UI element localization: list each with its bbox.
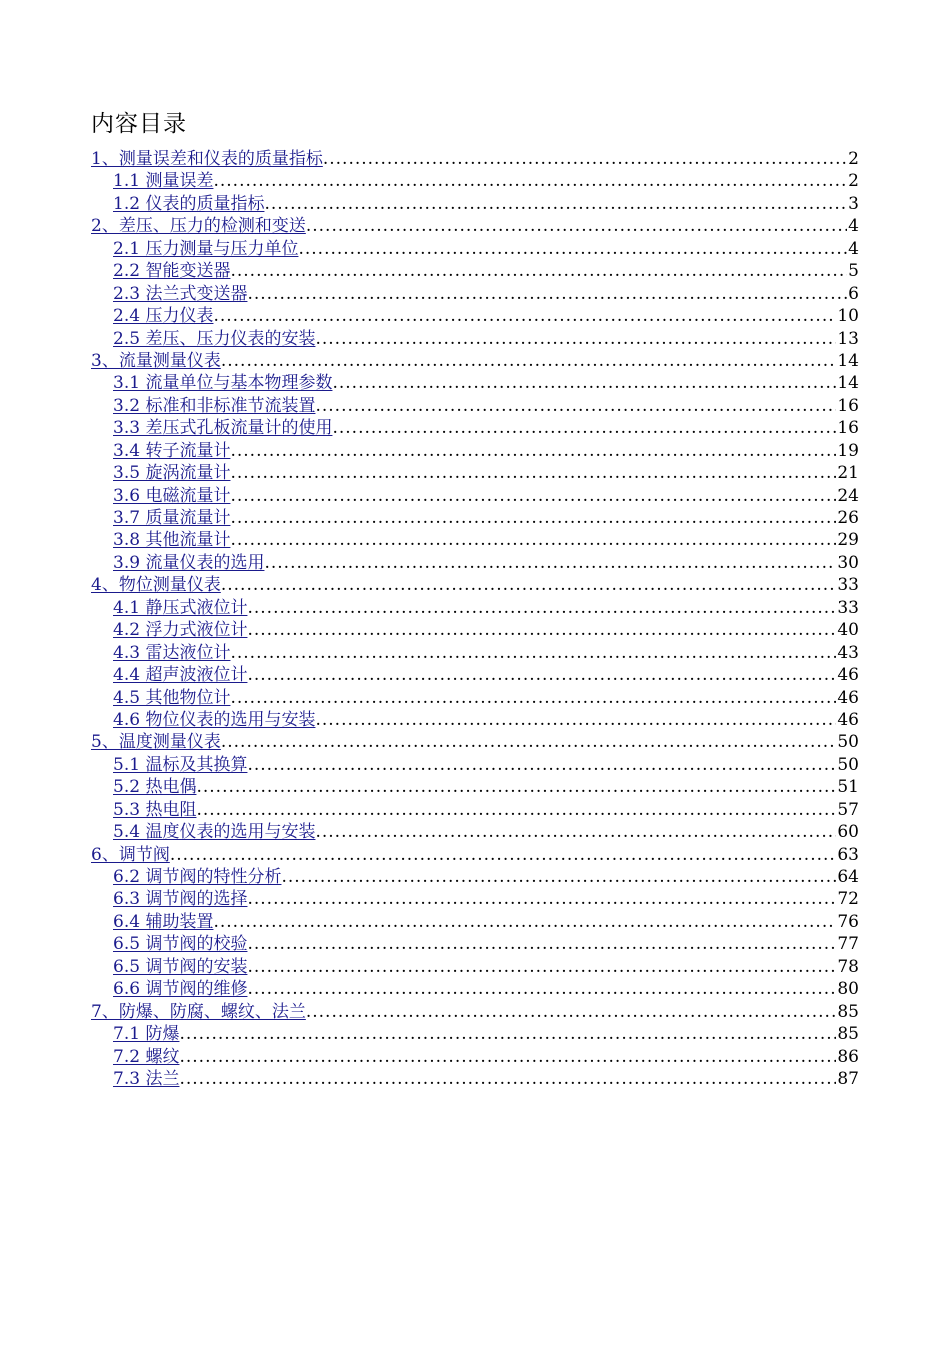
toc-page-number: 40 (837, 620, 859, 641)
toc-entry-link[interactable]: 5、温度测量仪表 (91, 732, 221, 753)
toc-dot-leader (230, 642, 836, 664)
toc-entry (91, 754, 859, 776)
toc-page-number: 29 (837, 530, 859, 551)
toc-entry (91, 799, 859, 821)
toc-page-number: 13 (837, 328, 859, 349)
toc-entry-link[interactable]: 6.3 调节阀的选择 (113, 889, 248, 910)
toc-dot-leader (247, 888, 836, 910)
toc-entry-link[interactable]: 3.4 转子流量计 (113, 440, 231, 461)
toc-dot-leader (323, 148, 847, 170)
toc-entry-link[interactable]: 5.4 温度仪表的选用与安装 (113, 822, 316, 843)
toc-entry-link[interactable]: 3.2 标准和非标准节流装置 (113, 395, 316, 416)
toc-page-number: 78 (837, 956, 859, 977)
toc-entry-link[interactable]: 6.5 调节阀的校验 (113, 934, 248, 955)
toc-entry-link[interactable]: 3.1 流量单位与基本物理参数 (113, 373, 333, 394)
toc-entry-link[interactable]: 6.6 调节阀的维修 (113, 979, 248, 1000)
toc-entry-link[interactable]: 3.7 质量流量计 (113, 508, 231, 528)
toc-entry-link[interactable]: 1.2 仪表的质量指标 (113, 193, 265, 214)
toc-entry-link[interactable]: 7.2 螺纹 (113, 1046, 180, 1067)
toc-dot-leader (247, 664, 836, 686)
toc-entry (91, 372, 859, 394)
toc-entry-link[interactable]: 2.2 智能变送器 (113, 261, 231, 282)
toc-entry-link[interactable]: 2.5 差压、压力仪表的安装 (113, 328, 316, 349)
toc-entry (91, 574, 859, 596)
toc-page-number: 57 (837, 799, 859, 820)
toc-dot-leader (213, 911, 836, 933)
toc-dot-leader (332, 417, 836, 439)
toc-entry-link[interactable]: 6、调节阀 (91, 844, 170, 865)
toc-entry (91, 350, 859, 372)
toc-page-number: 14 (837, 373, 859, 394)
toc-dot-leader (179, 1023, 836, 1045)
toc-entry-link[interactable]: 1、测量误差和仪表的质量指标 (91, 149, 323, 169)
toc-entry (91, 529, 859, 551)
toc-dot-leader (230, 462, 836, 484)
toc-dot-leader (230, 507, 836, 529)
toc-entry-link[interactable]: 4.6 物位仪表的选用与安装 (113, 709, 316, 730)
toc-page-number: 60 (837, 822, 859, 843)
toc-entry (91, 1046, 859, 1068)
toc-dot-leader (230, 260, 847, 282)
toc-dot-leader (264, 193, 847, 215)
toc-dot-leader (179, 1068, 836, 1090)
toc-page-number: 24 (837, 485, 859, 506)
toc-page-number: 26 (837, 508, 859, 528)
toc-dot-leader (315, 395, 836, 417)
toc-dot-leader (264, 552, 836, 574)
toc-page-number: 43 (837, 642, 859, 663)
toc-entry (91, 215, 859, 237)
toc-page-number: 5 (848, 261, 859, 282)
toc-page-number: 63 (837, 844, 859, 865)
toc-entry (91, 642, 859, 664)
toc-entry (91, 664, 859, 686)
toc-entry-link[interactable]: 4.5 其他物位计 (113, 687, 231, 708)
toc-dot-leader (247, 978, 836, 1000)
toc-dot-leader (247, 956, 836, 978)
toc-entry (91, 238, 859, 260)
toc-page-number: 46 (837, 709, 859, 730)
toc-entry (91, 1023, 859, 1045)
toc-entry (91, 485, 859, 507)
toc-dot-leader (315, 821, 836, 843)
toc-dot-leader (332, 372, 836, 394)
toc-entry (91, 440, 859, 462)
toc-dot-leader (315, 709, 836, 731)
toc-entry-link[interactable]: 2、差压、压力的检测和变送 (91, 216, 306, 237)
toc-page-number: 64 (837, 867, 859, 887)
toc-page-number: 33 (837, 575, 859, 596)
toc-dot-leader (247, 597, 836, 619)
toc-entry (91, 328, 859, 350)
toc-dot-leader (230, 529, 836, 551)
toc-page-number: 19 (837, 440, 859, 461)
toc-entry-link[interactable]: 2.3 法兰式变送器 (113, 283, 248, 304)
toc-entry-link[interactable]: 3.6 电磁流量计 (113, 485, 231, 506)
toc-entry-link[interactable]: 6.4 辅助装置 (113, 911, 214, 932)
toc-entry-link[interactable]: 7.3 法兰 (113, 1068, 180, 1089)
toc-page-number: 72 (837, 889, 859, 910)
toc-entry (91, 911, 859, 933)
toc-entry (91, 956, 859, 978)
toc-entry-link[interactable]: 5.2 热电偶 (113, 777, 197, 798)
toc-entry (91, 776, 859, 798)
toc-page-number: 10 (837, 306, 859, 327)
toc-page-number: 76 (837, 911, 859, 932)
toc-page-number: 50 (837, 732, 859, 753)
toc-page-number: 21 (837, 463, 859, 484)
toc-entry (91, 978, 859, 1000)
toc-page-number: 30 (837, 552, 859, 573)
toc-heading: 内容目录 (91, 111, 187, 137)
toc-entry-link[interactable]: 3、流量测量仪表 (91, 350, 221, 371)
toc-entry (91, 933, 859, 955)
toc-dot-leader (179, 1046, 836, 1068)
toc-entry (91, 1068, 859, 1090)
toc-entry (91, 283, 859, 305)
toc-page-number: 3 (848, 193, 859, 214)
toc-page-number: 6 (848, 283, 859, 304)
toc-page-number: 33 (837, 597, 859, 618)
toc-entry (91, 507, 859, 529)
toc-entry (91, 844, 859, 866)
toc-dot-leader (230, 440, 836, 462)
toc-entry (91, 260, 859, 282)
toc-entry (91, 462, 859, 484)
toc-page-number: 80 (837, 979, 859, 1000)
toc-entry (91, 305, 859, 327)
toc-entry (91, 866, 859, 888)
toc-dot-leader (306, 215, 847, 237)
toc-dot-leader (247, 283, 847, 305)
toc-page-number: 16 (837, 395, 859, 416)
toc-page-number: 4 (848, 238, 859, 259)
toc-dot-leader (281, 866, 836, 888)
toc-entry (91, 193, 859, 215)
toc-entry (91, 148, 859, 170)
toc-entry (91, 597, 859, 619)
toc-page-number: 87 (837, 1068, 859, 1089)
toc-entry-link[interactable]: 4.1 静压式液位计 (113, 597, 248, 618)
toc-entry (91, 417, 859, 439)
toc-entry-link[interactable]: 3.3 差压式孔板流量计的使用 (113, 418, 333, 439)
toc-page-number: 2 (848, 149, 859, 169)
toc-entry (91, 731, 859, 753)
toc-entry-link[interactable]: 6.5 调节阀的安装 (113, 956, 248, 977)
toc-entry-link[interactable]: 3.8 其他流量计 (113, 530, 231, 551)
toc-dot-leader (247, 933, 836, 955)
toc-dot-leader (247, 619, 836, 641)
toc-entry-link[interactable]: 1.1 测量误差 (113, 171, 214, 192)
toc-page-number: 85 (837, 1001, 859, 1022)
toc-page-number: 77 (837, 934, 859, 955)
toc-page-number: 4 (848, 216, 859, 237)
toc-list (91, 148, 859, 1090)
toc-entry (91, 687, 859, 709)
toc-entry (91, 888, 859, 910)
toc-page-number: 14 (837, 350, 859, 371)
toc-dot-leader (306, 1001, 837, 1023)
toc-entry-link[interactable]: 4.3 雷达液位计 (113, 642, 231, 663)
toc-entry-link[interactable]: 7.1 防爆 (113, 1024, 180, 1045)
toc-entry (91, 170, 859, 192)
toc-dot-leader (221, 350, 837, 372)
toc-entry-link[interactable]: 2.1 压力测量与压力单位 (113, 238, 299, 259)
toc-dot-leader (196, 776, 836, 798)
toc-entry-link[interactable]: 5.1 温标及其换算 (113, 754, 248, 775)
toc-entry-link[interactable]: 4.4 超声波液位计 (113, 665, 248, 686)
toc-page-number: 50 (837, 754, 859, 775)
toc-dot-leader (230, 687, 836, 709)
toc-dot-leader (230, 485, 836, 507)
toc-entry-link[interactable]: 4.2 浮力式液位计 (113, 620, 248, 641)
toc-dot-leader (315, 328, 836, 350)
toc-page-number: 51 (837, 777, 859, 798)
toc-dot-leader (221, 574, 837, 596)
toc-dot-leader (298, 238, 847, 260)
toc-page-number: 16 (837, 418, 859, 439)
toc-page-number: 46 (837, 687, 859, 708)
toc-dot-leader (213, 305, 836, 327)
toc-page-number: 46 (837, 665, 859, 686)
toc-dot-leader (170, 844, 837, 866)
toc-entry (91, 821, 859, 843)
toc-entry (91, 709, 859, 731)
toc-entry-link[interactable]: 3.9 流量仪表的选用 (113, 552, 265, 573)
toc-page-number: 85 (837, 1024, 859, 1045)
toc-entry-link[interactable]: 3.5 旋涡流量计 (113, 463, 231, 484)
toc-entry (91, 619, 859, 641)
toc-entry-link[interactable]: 5.3 热电阻 (113, 799, 197, 820)
toc-entry (91, 395, 859, 417)
toc-page-number: 86 (837, 1046, 859, 1067)
toc-entry-link[interactable]: 6.2 调节阀的特性分析 (113, 867, 282, 887)
toc-dot-leader (213, 170, 847, 192)
toc-page-number: 2 (848, 171, 859, 192)
toc-entry-link[interactable]: 4、物位测量仪表 (91, 575, 221, 596)
toc-entry-link[interactable]: 2.4 压力仪表 (113, 306, 214, 327)
toc-entry-link[interactable]: 7、防爆、防腐、螺纹、法兰 (91, 1001, 306, 1022)
toc-dot-leader (221, 731, 837, 753)
toc-dot-leader (247, 754, 836, 776)
toc-entry (91, 1001, 859, 1023)
toc-dot-leader (196, 799, 836, 821)
toc-entry (91, 552, 859, 574)
